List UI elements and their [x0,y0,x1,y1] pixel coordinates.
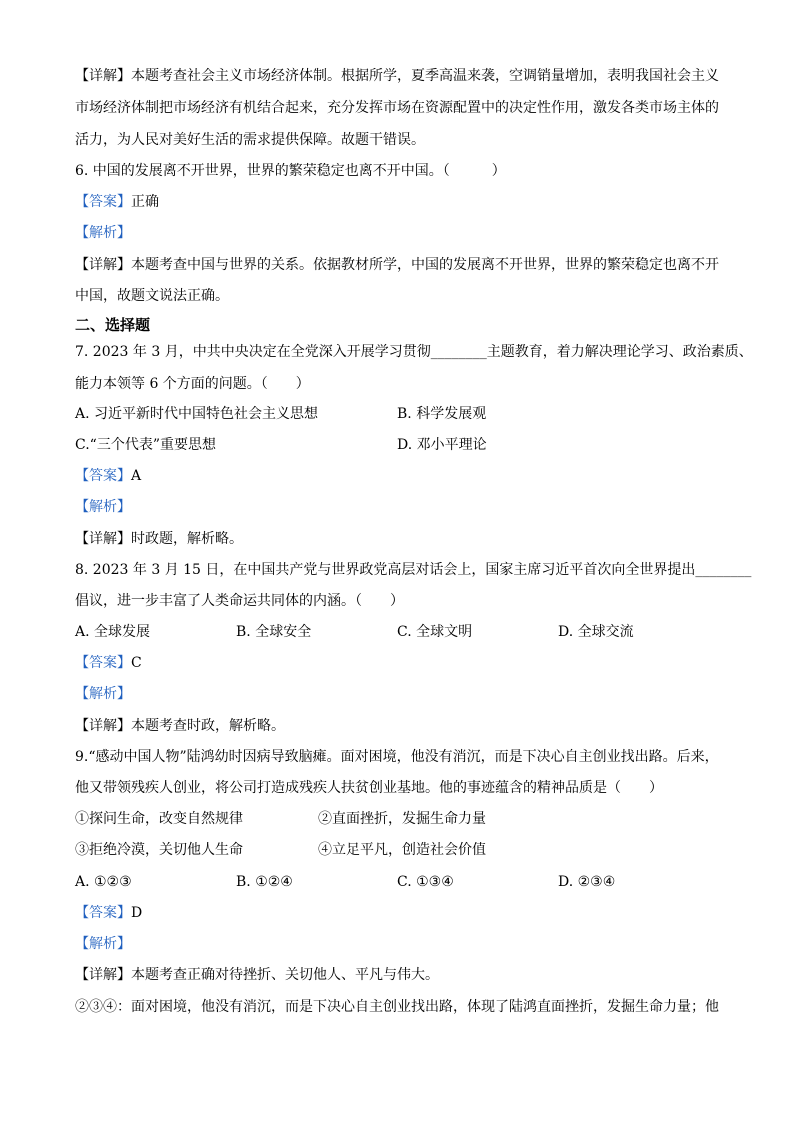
q8-option-a: A. 全球发展 [75,624,151,640]
q5-detail-line-1: 【详解】本题考查社会主义市场经济体制。根据所学，夏季高温来袭，空调销量增加，表明我国社会主义 [75,68,719,84]
q7-option-d: D. 邓小平理论 [397,437,487,453]
q6-detail-line-1: 【详解】本题考查中国与世界的关系。依据教材所学，中国的发展离不开世界，世界的繁荣稳定也离不开 [75,257,719,273]
answer-tag: 【答案】 [75,194,131,210]
q9-option-a: A. ①②③ [75,874,132,890]
answer-value: A [131,468,142,484]
q9-statement-4: ④立足平凡，创造社会价值 [318,842,486,858]
question-7-line-2: 能力本领等 6 个方面的问题。（ ） [75,376,310,392]
q9-detail-line-1: 【详解】本题考查正确对待挫折、关切他人、平凡与伟大。 [75,967,439,983]
answer-tag: 【答案】 [75,905,131,921]
q9-statement-2: ②直面挫折，发掘生命力量 [318,811,486,827]
q9-detail-line-2: ②③④：面对困境，他没有消沉，而是下决心自主创业找出路，体现了陆鸿直面挫折，发掘生命力量；他 [75,999,719,1015]
q8-answer [75,654,142,672]
q9-answer [75,904,142,922]
question-8-line-2: 倡议，进一步丰富了人类命运共同体的内涵。（ ） [75,593,404,609]
q9-option-c: C. ①③④ [397,874,454,890]
q6-answer [75,193,159,211]
question-9-line-1: 9.“感动中国人物”陆鸿幼时因病导致脑瘫。面对困境，他没有消沉，而是下决心自主创业找出路。后来， [75,749,719,765]
answer-tag: 【答案】 [75,468,131,484]
q9-option-d: D. ②③④ [558,874,616,890]
q8-option-b: B. 全球安全 [236,624,312,640]
q9-analysis-tag: 【解析】 [75,936,131,952]
question-6: 6. 中国的发展离不开世界，世界的繁荣稳定也离不开中国。（ ） [75,163,506,179]
answer-tag: 【答案】 [75,655,131,671]
q9-option-b: B. ①②④ [236,874,293,890]
q7-option-a: A. 习近平新时代中国特色社会主义思想 [75,406,319,422]
answer-value: D [131,905,143,921]
q7-detail: 【详解】时政题，解析略。 [75,531,243,547]
q9-statement-1: ①探问生命，改变自然规律 [75,811,243,827]
q8-detail: 【详解】本题考查时政，解析略。 [75,718,285,734]
question-8-line-1: 8. 2023 年 3 月 15 日，在中国共产党与世界政党高层对话会上，国家主席习近平首次向全世界提出________ [75,562,752,578]
question-7-line-1: 7. 2023 年 3 月，中共中央决定在全党深入开展学习贯彻________主题教育，着力解决理论学习、政治素质、 [75,344,753,360]
q8-option-c: C. 全球文明 [397,624,473,640]
q6-detail-line-2: 中国，故题文说法正确。 [75,288,229,304]
q7-option-b: B. 科学发展观 [397,406,487,422]
q8-option-d: D. 全球交流 [558,624,634,640]
answer-value: 正确 [131,194,159,210]
section-heading: 二、选择题 [75,316,151,334]
q5-detail-line-2: 市场经济体制把市场经济有机结合起来，充分发挥市场在资源配置中的决定性作用，激发各类市场主体的 [75,100,719,116]
answer-value: C [131,655,142,671]
q5-detail-line-3: 活力，为人民对美好生活的需求提供保障。故题干错误。 [75,132,425,148]
q9-statement-3: ③拒绝冷漠，关切他人生命 [75,842,243,858]
q7-analysis-tag: 【解析】 [75,499,131,515]
question-9-line-2: 他又带领残疾人创业，将公司打造成残疾人扶贫创业基地。他的事迹蕴含的精神品质是（ ） [75,780,663,796]
q7-option-c: C.“三个代表”重要思想 [75,437,216,453]
q6-analysis-tag: 【解析】 [75,225,131,241]
q7-answer [75,467,141,485]
q8-analysis-tag: 【解析】 [75,686,131,702]
